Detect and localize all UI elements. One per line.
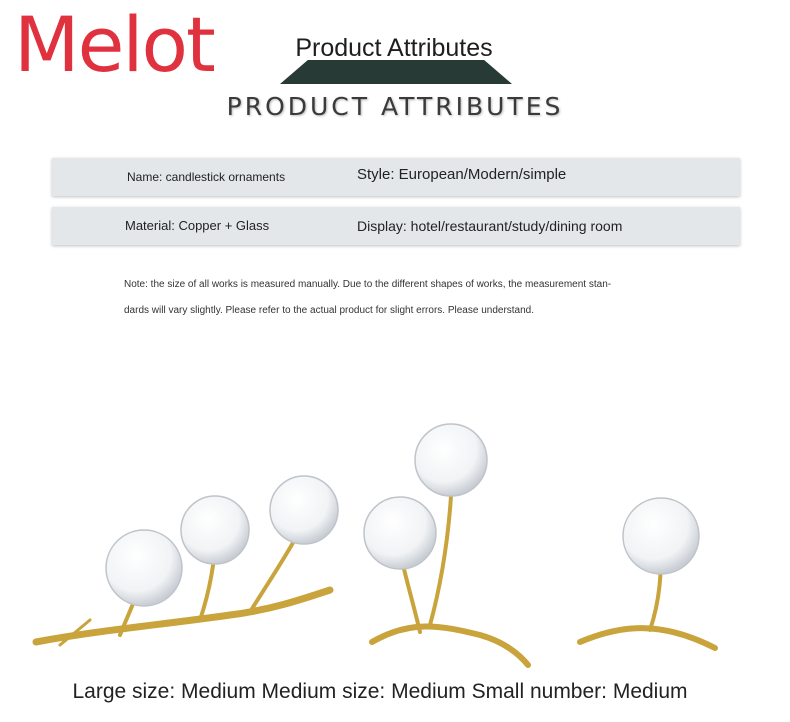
banner-title: Product Attributes <box>295 34 493 62</box>
brand-logo: Melot <box>14 0 214 89</box>
medium-glass-1 <box>364 497 436 569</box>
note-line-2: dards will vary slightly. Please refer to the actual product for slight errors. Please understand. <box>124 305 535 316</box>
measurement-note <box>124 272 684 324</box>
attribute-style: Style: European/Modern/simple <box>357 166 567 183</box>
attribute-display: Display: hotel/restaurant/study/dining room <box>357 218 623 234</box>
size-caption: Large size: Medium Medium size: Medium Small number: Medium <box>72 680 688 703</box>
large-glass-3 <box>270 476 338 544</box>
attribute-material: Material: Copper + Glass <box>125 218 270 233</box>
section-banner <box>274 30 514 84</box>
attribute-row-2 <box>52 207 740 245</box>
medium-glass-2 <box>415 424 487 496</box>
note-line-1: Note: the size of all works is measured manually. Due to the different shapes of works, the measurement stan- <box>124 279 612 290</box>
section-heading: PRODUCT ATTRIBUTES <box>226 92 564 121</box>
large-glass-1 <box>106 530 182 606</box>
banner-shape <box>280 60 512 84</box>
large-glass-2 <box>181 496 249 564</box>
attribute-row-1 <box>52 158 740 196</box>
large-candlestick <box>36 530 330 645</box>
small-glass <box>623 498 699 574</box>
product-photo <box>0 420 790 680</box>
attribute-name: Name: candlestick ornaments <box>127 170 286 184</box>
